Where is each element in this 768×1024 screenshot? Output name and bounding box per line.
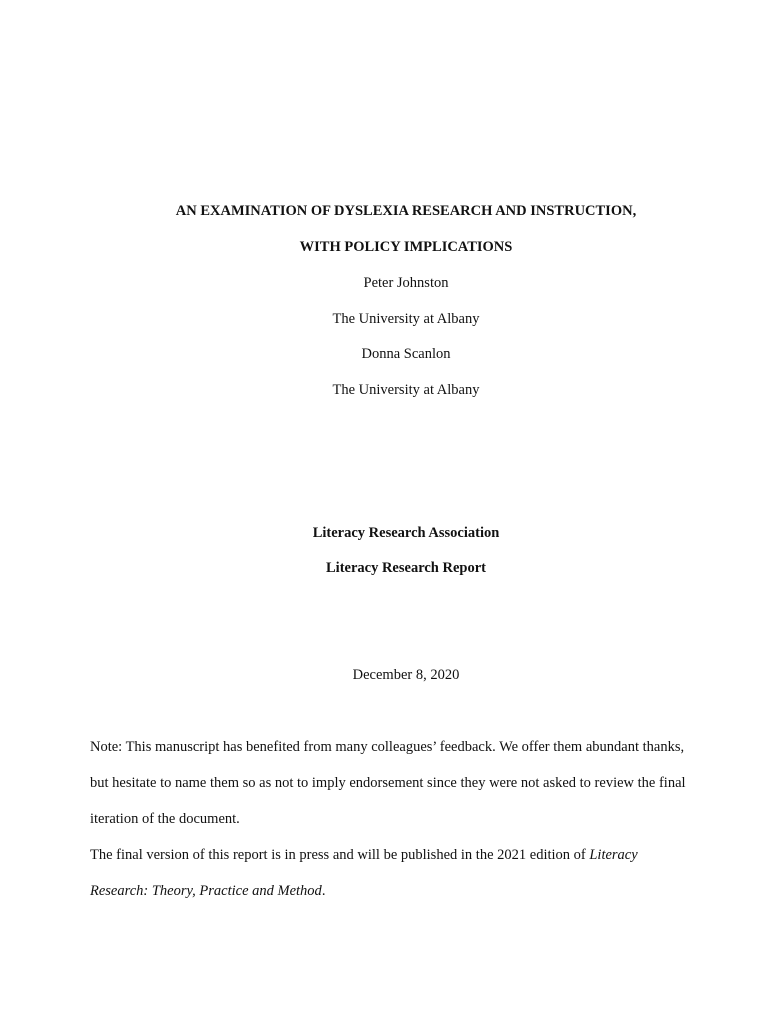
final-period: . <box>321 883 326 899</box>
author-1: Peter Johnston <box>363 275 449 291</box>
affiliation-2: The University at Albany <box>332 382 480 398</box>
author-2: Donna Scanlon <box>361 346 451 362</box>
organization: Literacy Research Association <box>312 525 500 541</box>
final-version-paragraph <box>90 837 690 909</box>
title-line-1: AN EXAMINATION OF DYSLEXIA RESEARCH AND INSTRUCTION, <box>175 203 637 219</box>
note-paragraph: Note: This manuscript has benefited from many colleagues’ feedback. We offer them abundant thanks, but hesitate to name them so as not to imply endorsement since they were not asked to review the final iteration of the document. <box>90 739 686 827</box>
book-title: Literacy Research: Theory, Practice and Method <box>90 847 638 899</box>
final-text: The final version of this report is in press and will be published in the 2021 edition of <box>90 847 590 863</box>
report-type: Literacy Research Report <box>326 560 486 576</box>
date: December 8, 2020 <box>352 667 460 683</box>
title-line-2: WITH POLICY IMPLICATIONS <box>299 239 513 255</box>
affiliation-1: The University at Albany <box>332 311 480 327</box>
